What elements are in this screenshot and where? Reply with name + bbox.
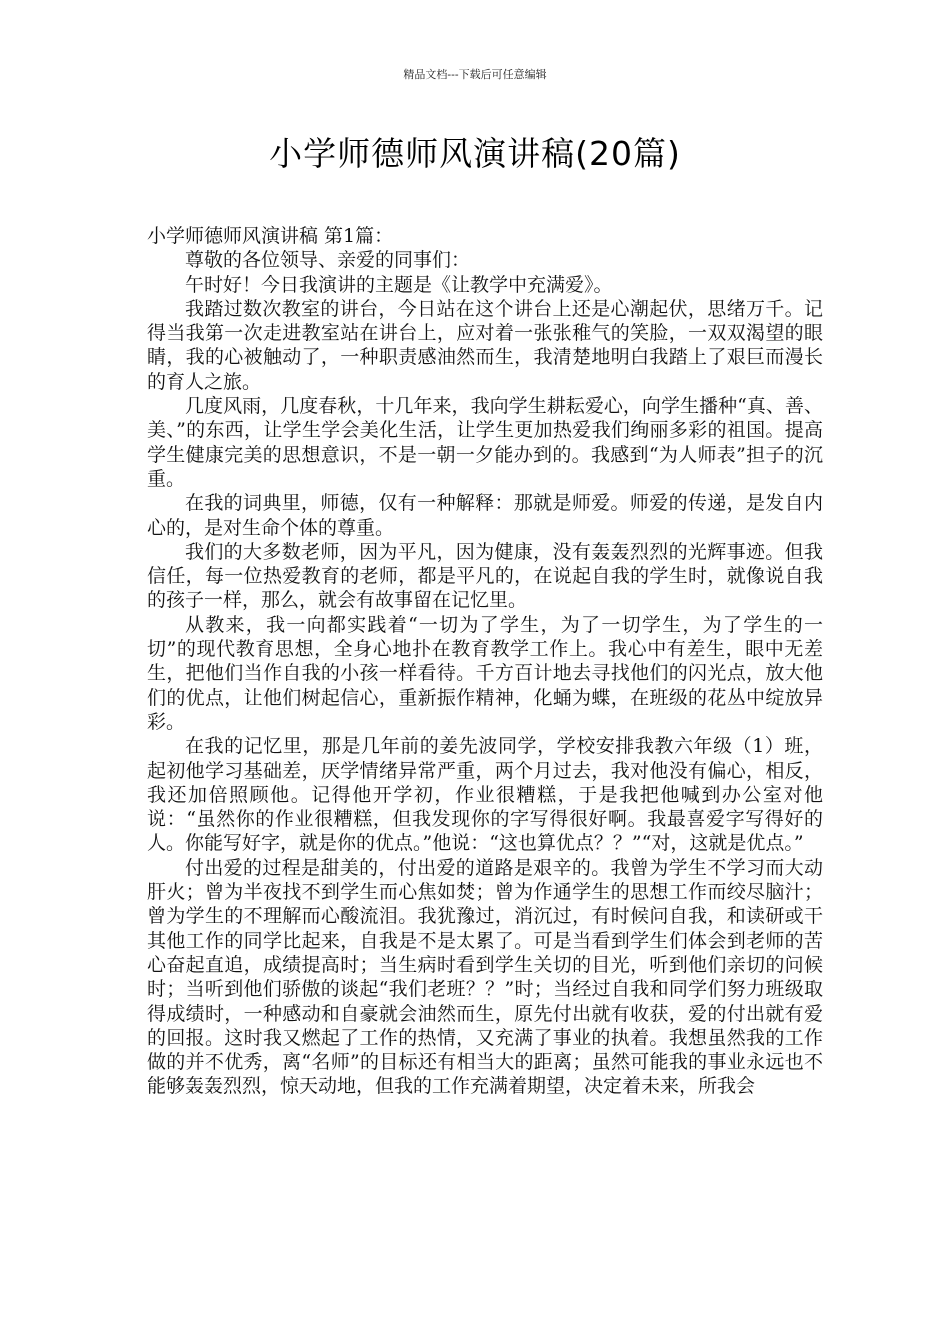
paragraph: 从教来，我一向都实践着“一切为了学生，为了一切学生，为了学生的一切”的现代教育思想，全身心地扑在教育教学工作上。我心中有差生，眼中无差生，把他们当作自我的小孩一样看待。千方百计地去寻找他们的闪光点，放大他们的优点，让他们树起信心，重新振作精神，化蛹为蝶，在班级的花丛中绽放异彩。: [147, 613, 823, 733]
paragraph: 尊敬的各位领导、亲爱的同事们：: [185, 249, 471, 272]
paragraph: 我踏过数次教室的讲台，今日站在这个讲台上还是心潮起伏，思绪万千。记得当我第一次走进教室站在讲台上，应对着一张张稚气的笑脸，一双双渴望的眼睛，我的心被触动了，一种职责感油然而生，我清楚地明白我踏上了艰巨而漫长的育人之旅。: [147, 297, 823, 393]
paragraph: 付出爱的过程是甜美的，付出爱的道路是艰辛的。我曾为学生不学习而大动肝火；曾为半夜找不到学生而心焦如焚；曾为作通学生的思想工作而绞尽脑汁；曾为学生的不理解而心酸流泪。我犹豫过，消沉过，有时候问自我，和读研或干其他工作的同学比起来，自我是不是太累了。可是当看到学生们体会到老师的苦心奋起直追，成绩提高时；当生病时看到学生关切的目光，听到他们亲切的问候时；当听到他们骄傲的谈起“我们老班？？”时；当经过自我和同学们努力班级取得成绩时，一种感动和自豪就会油然而生，原先付出就有收获，爱的付出就有爱的回报。这时我又燃起了工作的热情，又充满了事业的执着。我想虽然我的工作做的并不优秀，离“名师”的目标还有相当大的距离；虽然可能我的事业永远也不能够轰轰烈烈，惊天动地，但我的工作充满着期望，决定着未来，所我会: [147, 856, 823, 1098]
paragraph: 在我的记忆里，那是几年前的姜先波同学，学校安排我教六年级（1）班，起初他学习基础差，厌学情绪异常严重，两个月过去，我对他没有偏心，相反，我还加倍照顾他。记得他开学初，作业很糟糕，于是我把他喊到办公室对他说：“虽然你的作业很糟糕，但我发现你的字写得很好啊。我最喜爱字写得好的人。你能写好字，就是你的优点。”他说：“这也算优点？？”“对，这就是优点。”: [147, 735, 823, 855]
document-title: 小学师德师风演讲稿(20篇): [269, 134, 681, 173]
document-body: [147, 224, 823, 1099]
paragraph: 在我的词典里，师德，仅有一种解释：那就是师爱。师爱的传递，是发自内心的，是对生命个体的尊重。: [147, 492, 823, 539]
page-header: 精品文档---下载后可任意编辑: [403, 68, 547, 81]
paragraph: 我们的大多数老师，因为平凡，因为健康，没有轰轰烈烈的光辉事迹。但我信任，每一位热爱教育的老师，都是平凡的，在说起自我的学生时，就像说自我的孩子一样，那么，就会有故事留在记忆里。: [147, 540, 823, 612]
paragraph: 几度风雨，几度春秋，十几年来，我向学生耕耘爱心，向学生播种“真、善、美、”的东西，让学生学会美化生活，让学生更加热爱我们绚丽多彩的祖国。提高学生健康完美的思想意识，不是一朝一夕能办到的。我感到“为人师表”担子的沉重。: [147, 395, 823, 490]
paragraph: 午时好！今日我演讲的主题是《让教学中充满爱》。: [185, 273, 613, 296]
section-heading: 小学师德师风演讲稿 第1篇：: [147, 225, 394, 247]
